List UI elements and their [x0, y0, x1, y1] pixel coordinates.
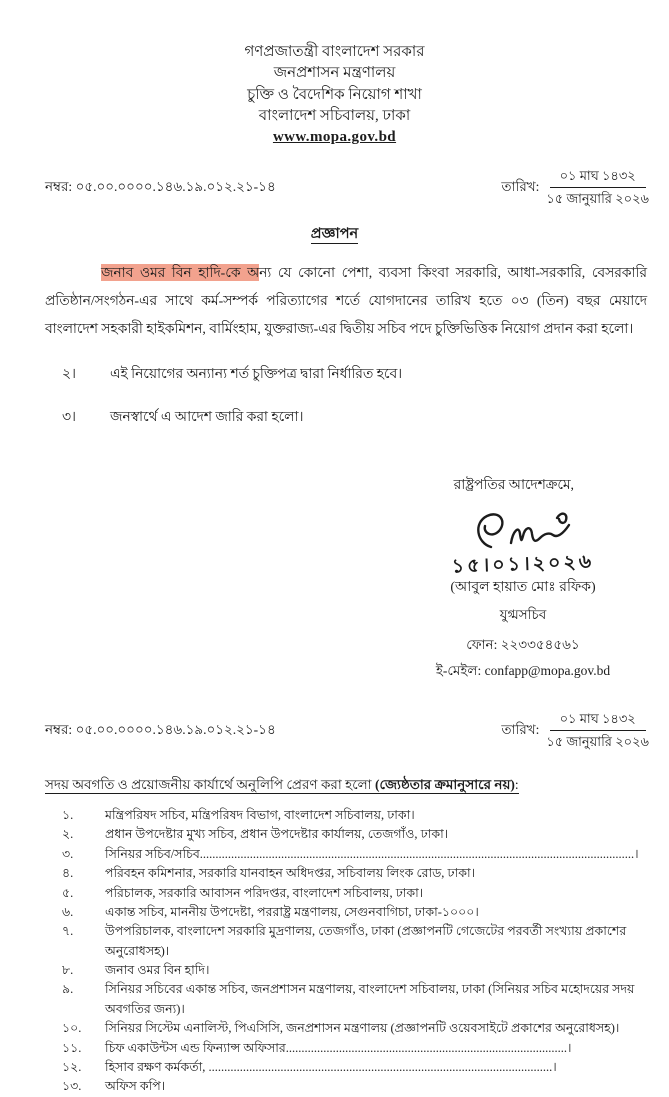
item-text: চিফ একাউন্টস এন্ড ফিন্যান্স অফিসার..........................................................................................।: [105, 1040, 572, 1055]
letterhead: [0, 0, 669, 148]
secretariat-address: বাংলাদেশ সচিবালয়, ঢাকা: [258, 107, 411, 124]
handwritten-signature-date: ১৫।০১।২০২৬: [451, 551, 595, 578]
item-text: হিসাব রক্ষণ কর্মকর্তা, ..............................................................................................................।: [105, 1059, 557, 1074]
list-item: [45, 864, 661, 883]
dual-date-2: [546, 709, 649, 751]
distribution-heading-bold: (জ্যেষ্ঠতার ক্রমানুসারে নয়): [374, 777, 515, 793]
item-text: পরিচালক, সরকারি আবাসন পরিদপ্তর, বাংলাদেশ সচিবালয়, ঢাকা।: [105, 885, 424, 900]
item-text: একান্ত সচিব, মাননীয় উপদেষ্টা, পররাষ্ট্র মন্ত্রণালয়, সেগুনবাগিচা, ঢাকা-১০০০।: [105, 904, 479, 919]
by-order-of-president: রাষ্ট্রপতির আদেশক্রমে,: [453, 477, 574, 493]
memo-number-value: ০৫.০০.০০০০.১৪৬.১৯.০১২.২১-১৪: [75, 178, 276, 194]
item-number: ৫.: [62, 885, 74, 900]
list-item: [45, 980, 661, 1019]
date-label-2: তারিখ:: [501, 721, 540, 737]
list-item: [45, 903, 661, 922]
item-number: ৩.: [62, 846, 74, 861]
phone-label: ফোন:: [466, 637, 498, 653]
paragraph-body-text: ন্য যে কোনো পেশা, ব্যবসা কিংবা সরকারি, আধা-সরকারি, বেসরকারি প্রতিষ্ঠান/সংগঠন-এর সাথে কর্ম-সম্পর্ক পরিত্যাগের শর্তে যোগদানের তারিখ হতে ০৩ (তিন) বছর মেয়াদে বাংলাদেশ সহকারী হাইকমিশন, বার্মিংহাম, যুক্তরাজ্য-এর দ্বিতীয় সচিব পদে চুক্তিভিত্তিক নিয়োগ প্রদান করা হলো।: [45, 265, 648, 337]
item-text: সিনিয়র সচিবের একান্ত সচিব, জনপ্রশাসন মন্ত্রণালয়, বাংলাদেশ সচিবালয়, ঢাকা (সিনিয়র সচিব মহোদয়ের সদয় অবগতির জন্য)।: [105, 982, 635, 1016]
memo-number-2: [45, 719, 276, 742]
branch-name: চুক্তি ও বৈদেশিক নিয়োগ শাখা: [247, 86, 422, 103]
item-number: ১২.: [62, 1059, 82, 1074]
item-text: জনাব ওমর বিন হাদি।: [105, 963, 210, 978]
date-bangla-2: ০১ মাঘ ১৪৩২: [550, 709, 646, 731]
distribution-heading-text: সদয় অবগতি ও প্রয়োজনীয় কার্যার্থে অনুলিপি প্রেরণ করা হলো: [45, 777, 375, 793]
item-number: ২.: [62, 827, 74, 842]
memo-number-value-2: ০৫.০০.০০০০.১৪৬.১৯.০১২.২১-১৪: [75, 721, 276, 737]
dual-date: [546, 166, 649, 208]
list-item: [45, 961, 661, 980]
list-item: [45, 806, 661, 825]
list-item: [45, 922, 661, 961]
date-label: তারিখ:: [501, 178, 540, 194]
list-item: [45, 1077, 661, 1096]
signatory-phone: [383, 634, 663, 657]
item-number: ১০.: [62, 1021, 82, 1036]
ministry-name: জনপ্রশাসন মন্ত্রণালয়: [273, 65, 396, 82]
list-item: [45, 884, 661, 903]
item-number: ৮.: [62, 963, 74, 978]
item-text: সিনিয়র সিস্টেম এনালিস্ট, পিএসিসি, জনপ্রশাসন মন্ত্রণালয় (প্রজ্ঞাপনটি ওয়েবসাইটে প্রকাশের অনুরোধসহ)।: [105, 1021, 620, 1036]
item-text: উপপরিচালক, বাংলাদেশ সরকারি মুদ্রণালয়, তেজগাঁও, ঢাকা (প্রজ্ঞাপনটি গেজেটের পরবর্তী সংখ্যায় প্রকাশের অনুরোধসহ)।: [105, 924, 627, 958]
clause-3-number: ৩।: [62, 409, 76, 425]
email-address-link[interactable]: confapp@mopa.gov.bd: [484, 663, 611, 679]
list-item: [45, 825, 661, 844]
memo-date-2: [501, 709, 649, 751]
government-name: গণপ্রজাতন্ত্রী বাংলাদেশ সরকার: [244, 44, 425, 60]
item-number: ১৩.: [62, 1079, 82, 1094]
notification-title: প্রজ্ঞাপন: [310, 226, 359, 243]
list-item: [45, 1019, 661, 1038]
item-number: ১.: [62, 808, 74, 823]
item-number: ১১.: [62, 1040, 82, 1055]
memo-row-1: [45, 166, 649, 208]
item-number: ৪.: [62, 866, 74, 881]
handwritten-signature-scribble: [457, 507, 589, 557]
memo-number-label-2: নম্বর:: [45, 721, 73, 737]
item-text: সিনিয়র সচিব/সচিব...........................................................................................................................................।: [105, 846, 639, 861]
item-text: অফিস কপি।: [105, 1079, 166, 1094]
memo-row-2: [45, 709, 649, 751]
clause-2-text: এই নিয়োগের অন্যান্য শর্ত চুক্তিপত্র দ্বারা নির্ধারিত হবে।: [110, 366, 403, 382]
memo-number-label: নম্বর:: [45, 178, 73, 194]
distribution-list: [45, 806, 661, 1097]
memo-date-1: [501, 166, 649, 208]
signatory-email: [383, 660, 663, 683]
email-label: ই-মেইল:: [435, 663, 482, 679]
main-paragraph: [45, 259, 647, 343]
memo-number-1: [45, 176, 276, 199]
item-text: পরিবহন কমিশনার, সরকারি যানবাহন অধিদপ্তর, সচিবালয় লিংক রোড, ঢাকা।: [105, 866, 476, 881]
item-number: ৬.: [62, 904, 74, 919]
ministry-website-link[interactable]: www.mopa.gov.bd: [272, 129, 397, 146]
phone-number: ২২৩৩৫৪৫৬১: [500, 637, 580, 653]
item-number: ৭.: [62, 924, 74, 939]
clause-3: [45, 405, 647, 429]
date-gregorian-2: ১৫ জানুয়ারি ২০২৬: [546, 733, 649, 749]
item-text: প্রধান উপদেষ্টার মুখ্য সচিব, প্রধান উপদেষ্টার কার্যালয়, তেজগাঁও, ঢাকা।: [105, 827, 449, 842]
clause-2: [45, 362, 647, 386]
list-item: [45, 1039, 661, 1058]
clause-2-number: ২।: [62, 366, 76, 382]
item-text: মন্ত্রিপরিষদ সচিব, মন্ত্রিপরিষদ বিভাগ, বাংলাদেশ সচিবালয়, ঢাকা।: [105, 808, 415, 823]
item-number: ৯.: [62, 982, 74, 997]
date-bangla: ০১ মাঘ ১৪৩২: [550, 166, 646, 188]
highlighted-appointee-name: জনাব ওমর বিন হাদি-কে অ: [101, 265, 260, 281]
date-gregorian: ১৫ জানুয়ারি ২০২৬: [546, 190, 649, 206]
distribution-heading: [45, 774, 647, 797]
signature-block: [383, 507, 663, 683]
list-item: [45, 1058, 661, 1077]
distribution-heading-tail: :: [514, 777, 519, 793]
signatory-name: (আবুল হায়াত মোঃ রফিক): [450, 580, 596, 596]
list-item: [45, 845, 661, 864]
clause-3-text: জনস্বার্থে এ আদেশ জারি করা হলো।: [110, 409, 304, 425]
signatory-designation: যুগ্মসচিব: [499, 607, 547, 623]
